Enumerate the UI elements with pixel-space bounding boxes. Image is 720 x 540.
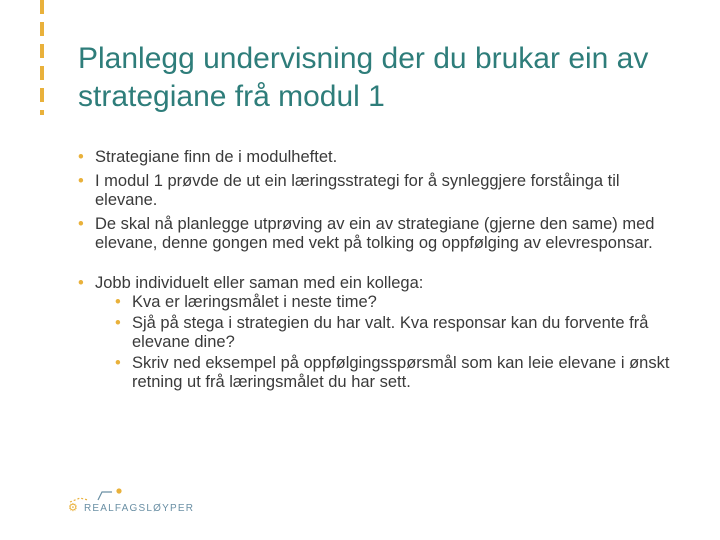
slide-title: Planlegg undervisning der du brukar ein av strategiane frå modul 1 [78, 42, 649, 113]
task-subitem: • Sjå på stega i strategien du har valt. Kva responsar kan du forvente frå elevane dine? [115, 314, 678, 353]
realfagsloyper-logo [68, 488, 198, 518]
task-sublist [115, 293, 678, 393]
bullet-item: • De skal nå planlegge utprøving av ein av strategiane (gjerne den same) med elevane, denne gongen med vekt på tolking og oppfølging av elevresponsar. [78, 215, 678, 254]
accent-bar [40, 0, 44, 115]
task-subitem: • Skriv ned eksempel på oppfølgingsspørsmål som kan leie elevane i ønskt retning ut frå læringsmålet du har sett. [115, 354, 678, 393]
gear-icon: ⚙ [68, 502, 78, 514]
task-bullet [78, 274, 678, 393]
logo-text: REALFAGSLØYPER [84, 503, 195, 514]
bullet-list [78, 148, 678, 254]
task-subitem: • Kva er læringsmålet i neste time? [115, 293, 678, 313]
slide-content [78, 148, 678, 397]
task-list [78, 274, 678, 393]
task-label: Jobb individuelt eller saman med ein kollega: [95, 273, 424, 292]
spacer [78, 258, 678, 274]
bullet-item: • I modul 1 prøvde de ut ein læringsstrategi for å synleggjere forståinga til elevane. [78, 172, 678, 211]
bullet-item: • Strategiane finn de i modulheftet. [78, 148, 678, 168]
